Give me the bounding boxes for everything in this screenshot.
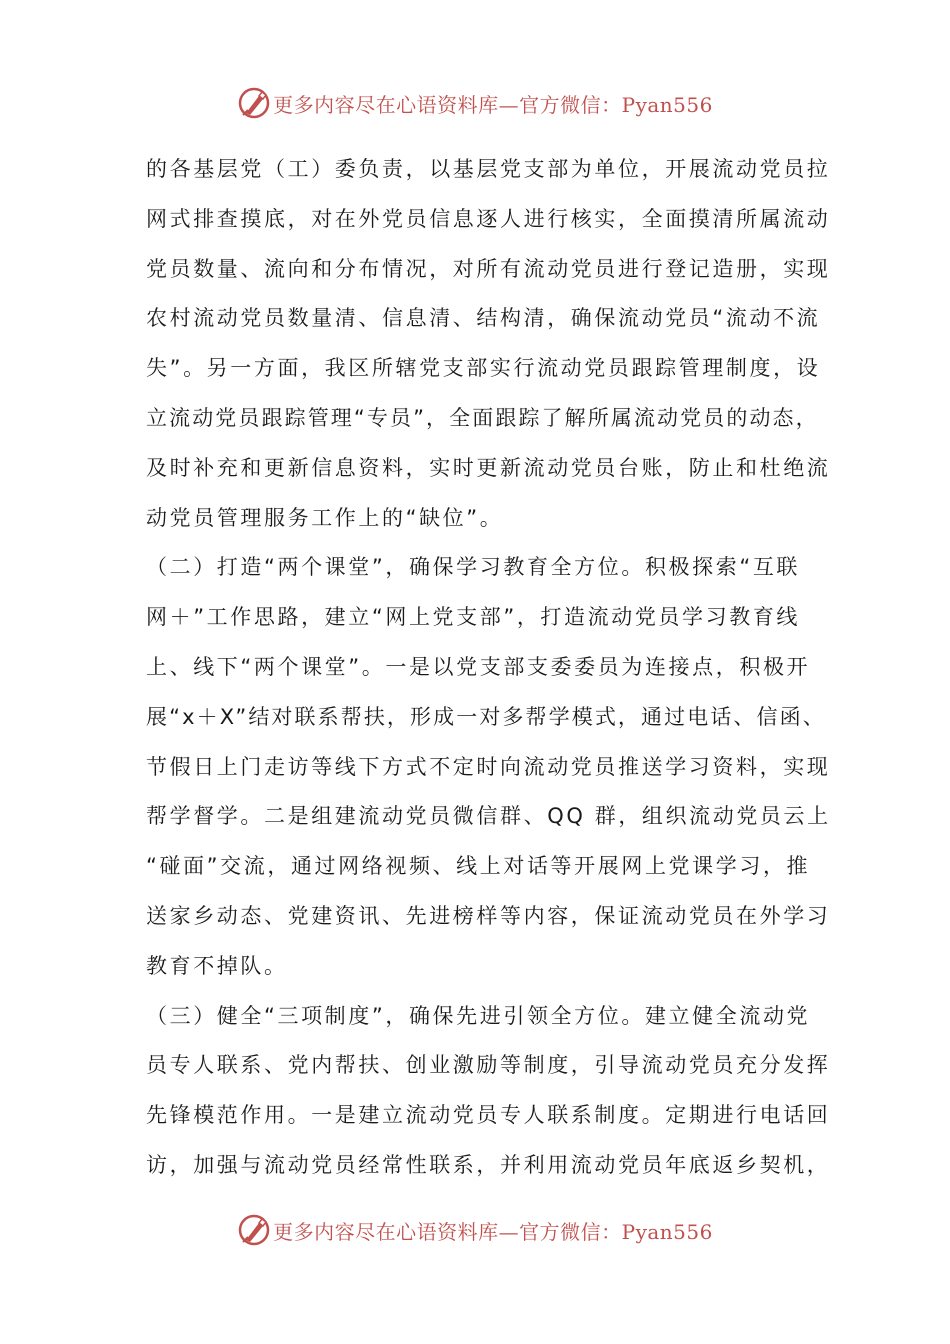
text-line: 失”。另一方面，我区所辖党支部实行流动党员跟踪管理制度，设 (146, 356, 821, 381)
text-line: 立流动党员跟踪管理“专员”，全面跟踪了解所属流动党员的动态， (146, 405, 819, 430)
text-line: 节假日上门走访等线下方式不定时向流动党员推送学习资料，实现 (146, 754, 831, 779)
text-line: 员专人联系、党内帮扶、创业激励等制度，引导流动党员充分发挥 (146, 1053, 831, 1078)
footer-banner (0, 1210, 950, 1250)
text-line: 上、线下“两个课堂”。一是以党支部支委委员为连接点，积极开 (146, 654, 811, 679)
text-line: 展“x＋X”结对联系帮扶，形成一对多帮学模式，通过电话、信函、 (146, 704, 826, 729)
section-heading-line: （三）健全“三项制度”，确保先进引领全方位。建立健全流动党 (146, 1003, 811, 1028)
header-banner-text: 更多内容尽在心语资料库—官方微信：Pyan556 (273, 92, 713, 117)
text-line: 先锋模范作用。一是建立流动党员专人联系制度。定期进行电话回 (146, 1103, 831, 1128)
text-line: 农村流动党员数量清、信息清、结构清，确保流动党员“流动不流 (146, 306, 821, 331)
text-line: 及时补充和更新信息资料，实时更新流动党员台账，防止和杜绝流 (146, 455, 831, 480)
text-line: 的各基层党（工）委负责，以基层党支部为单位，开展流动党员拉 (146, 157, 831, 181)
document-body (146, 145, 831, 1191)
header-banner (0, 83, 950, 123)
text-line: 党员数量、流向和分布情况，对所有流动党员进行登记造册，实现 (146, 256, 831, 281)
text-line: “碰面”交流，通过网络视频、线上对话等开展网上党课学习，推 (146, 854, 811, 879)
text-line: 网＋”工作思路，建立“网上党支部”，打造流动党员学习教育线 (146, 605, 801, 630)
text-line: 访，加强与流动党员经常性联系，并利用流动党员年底返乡契机， (146, 1152, 831, 1177)
pen-nib-circle-icon (237, 1213, 271, 1247)
footer-banner-text: 更多内容尽在心语资料库—官方微信：Pyan556 (273, 1219, 713, 1244)
section-heading-line: （二）打造“两个课堂”，确保学习教育全方位。积极探索“互联 (146, 555, 801, 580)
text-line: 网式排查摸底，对在外党员信息逐人进行核实，全面摸清所属流动 (146, 206, 831, 231)
pen-nib-circle-icon (237, 86, 271, 120)
text-line: 送家乡动态、党建资讯、先进榜样等内容，保证流动党员在外学习 (146, 903, 831, 928)
text-line: 动党员管理服务工作上的“缺位”。 (146, 505, 504, 530)
text-line: 教育不掉队。 (146, 953, 288, 978)
text-line: 帮学督学。二是组建流动党员微信群、QQ 群，组织流动党员云上 (146, 804, 831, 829)
